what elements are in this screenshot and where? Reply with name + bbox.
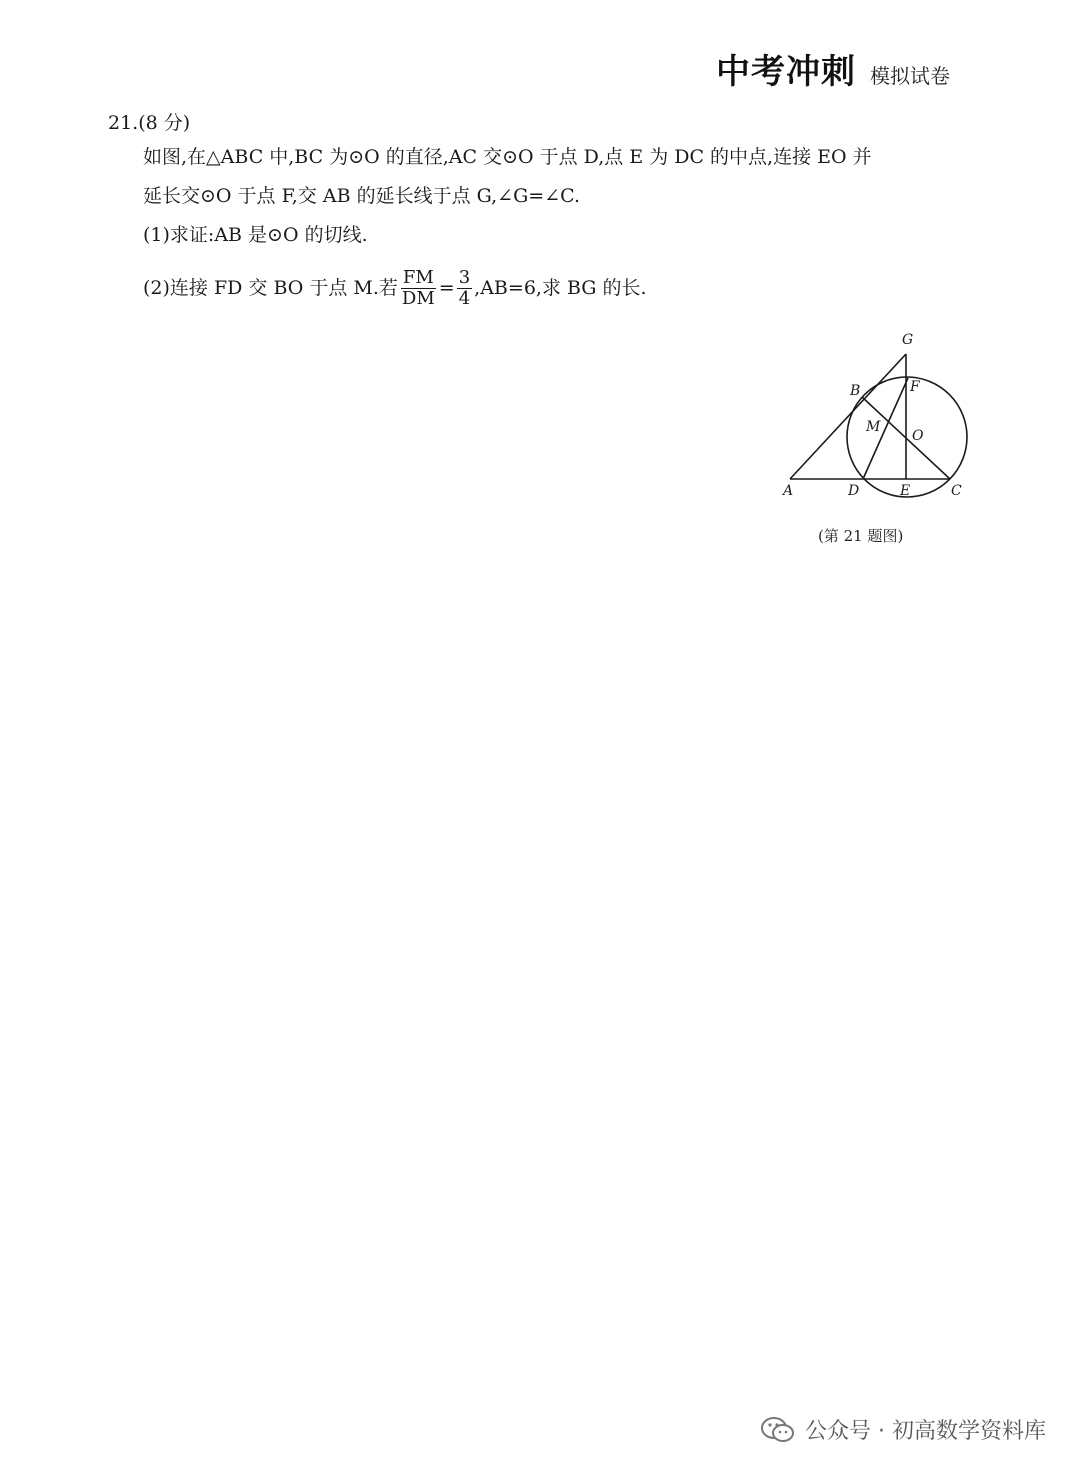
segment-ag bbox=[790, 354, 906, 479]
page-header bbox=[716, 44, 950, 93]
equals-sign: = bbox=[438, 277, 455, 299]
fraction-3-4 bbox=[457, 268, 472, 309]
label-g: G bbox=[902, 332, 914, 348]
fraction-numerator: FM bbox=[402, 267, 434, 288]
label-o: O bbox=[912, 428, 924, 444]
question-part1: (1)求证:AB 是⊙O 的切线. bbox=[143, 224, 368, 246]
label-d: D bbox=[848, 483, 860, 499]
brand-title: 中考冲刺 bbox=[716, 52, 856, 92]
wechat-icon bbox=[761, 1416, 795, 1444]
label-b: B bbox=[850, 383, 861, 399]
question-number: 21.(8 分) bbox=[108, 112, 191, 134]
part2-prefix: (2)连接 FD 交 BO 于点 M.若 bbox=[143, 277, 398, 299]
watermark bbox=[761, 1414, 1046, 1445]
label-f: F bbox=[910, 379, 920, 395]
label-e: E bbox=[900, 483, 911, 499]
label-m: M bbox=[866, 419, 881, 435]
fraction-denominator: 4 bbox=[458, 288, 471, 309]
label-c: C bbox=[951, 483, 962, 499]
question-text-line2: 延长交⊙O 于点 F,交 AB 的延长线于点 G,∠G=∠C. bbox=[143, 185, 581, 207]
part2-suffix: ,AB=6,求 BG 的长. bbox=[474, 277, 647, 299]
question-text-line1: 如图,在△ABC 中,BC 为⊙O 的直径,AC 交⊙O 于点 D,点 E 为 DC 的中点,连接 EO 并 bbox=[143, 146, 872, 168]
fraction-fm-dm bbox=[400, 268, 437, 309]
geometry-figure bbox=[778, 322, 988, 512]
label-a: A bbox=[783, 483, 794, 499]
exam-subtitle: 模拟试卷 bbox=[870, 64, 950, 88]
watermark-text: 公众号 · 初高数学资料库 bbox=[805, 1419, 1046, 1444]
fraction-numerator: 3 bbox=[458, 267, 471, 288]
question-part2 bbox=[143, 268, 647, 309]
fraction-denominator: DM bbox=[401, 288, 435, 309]
figure-caption: (第 21 题图) bbox=[818, 527, 904, 545]
